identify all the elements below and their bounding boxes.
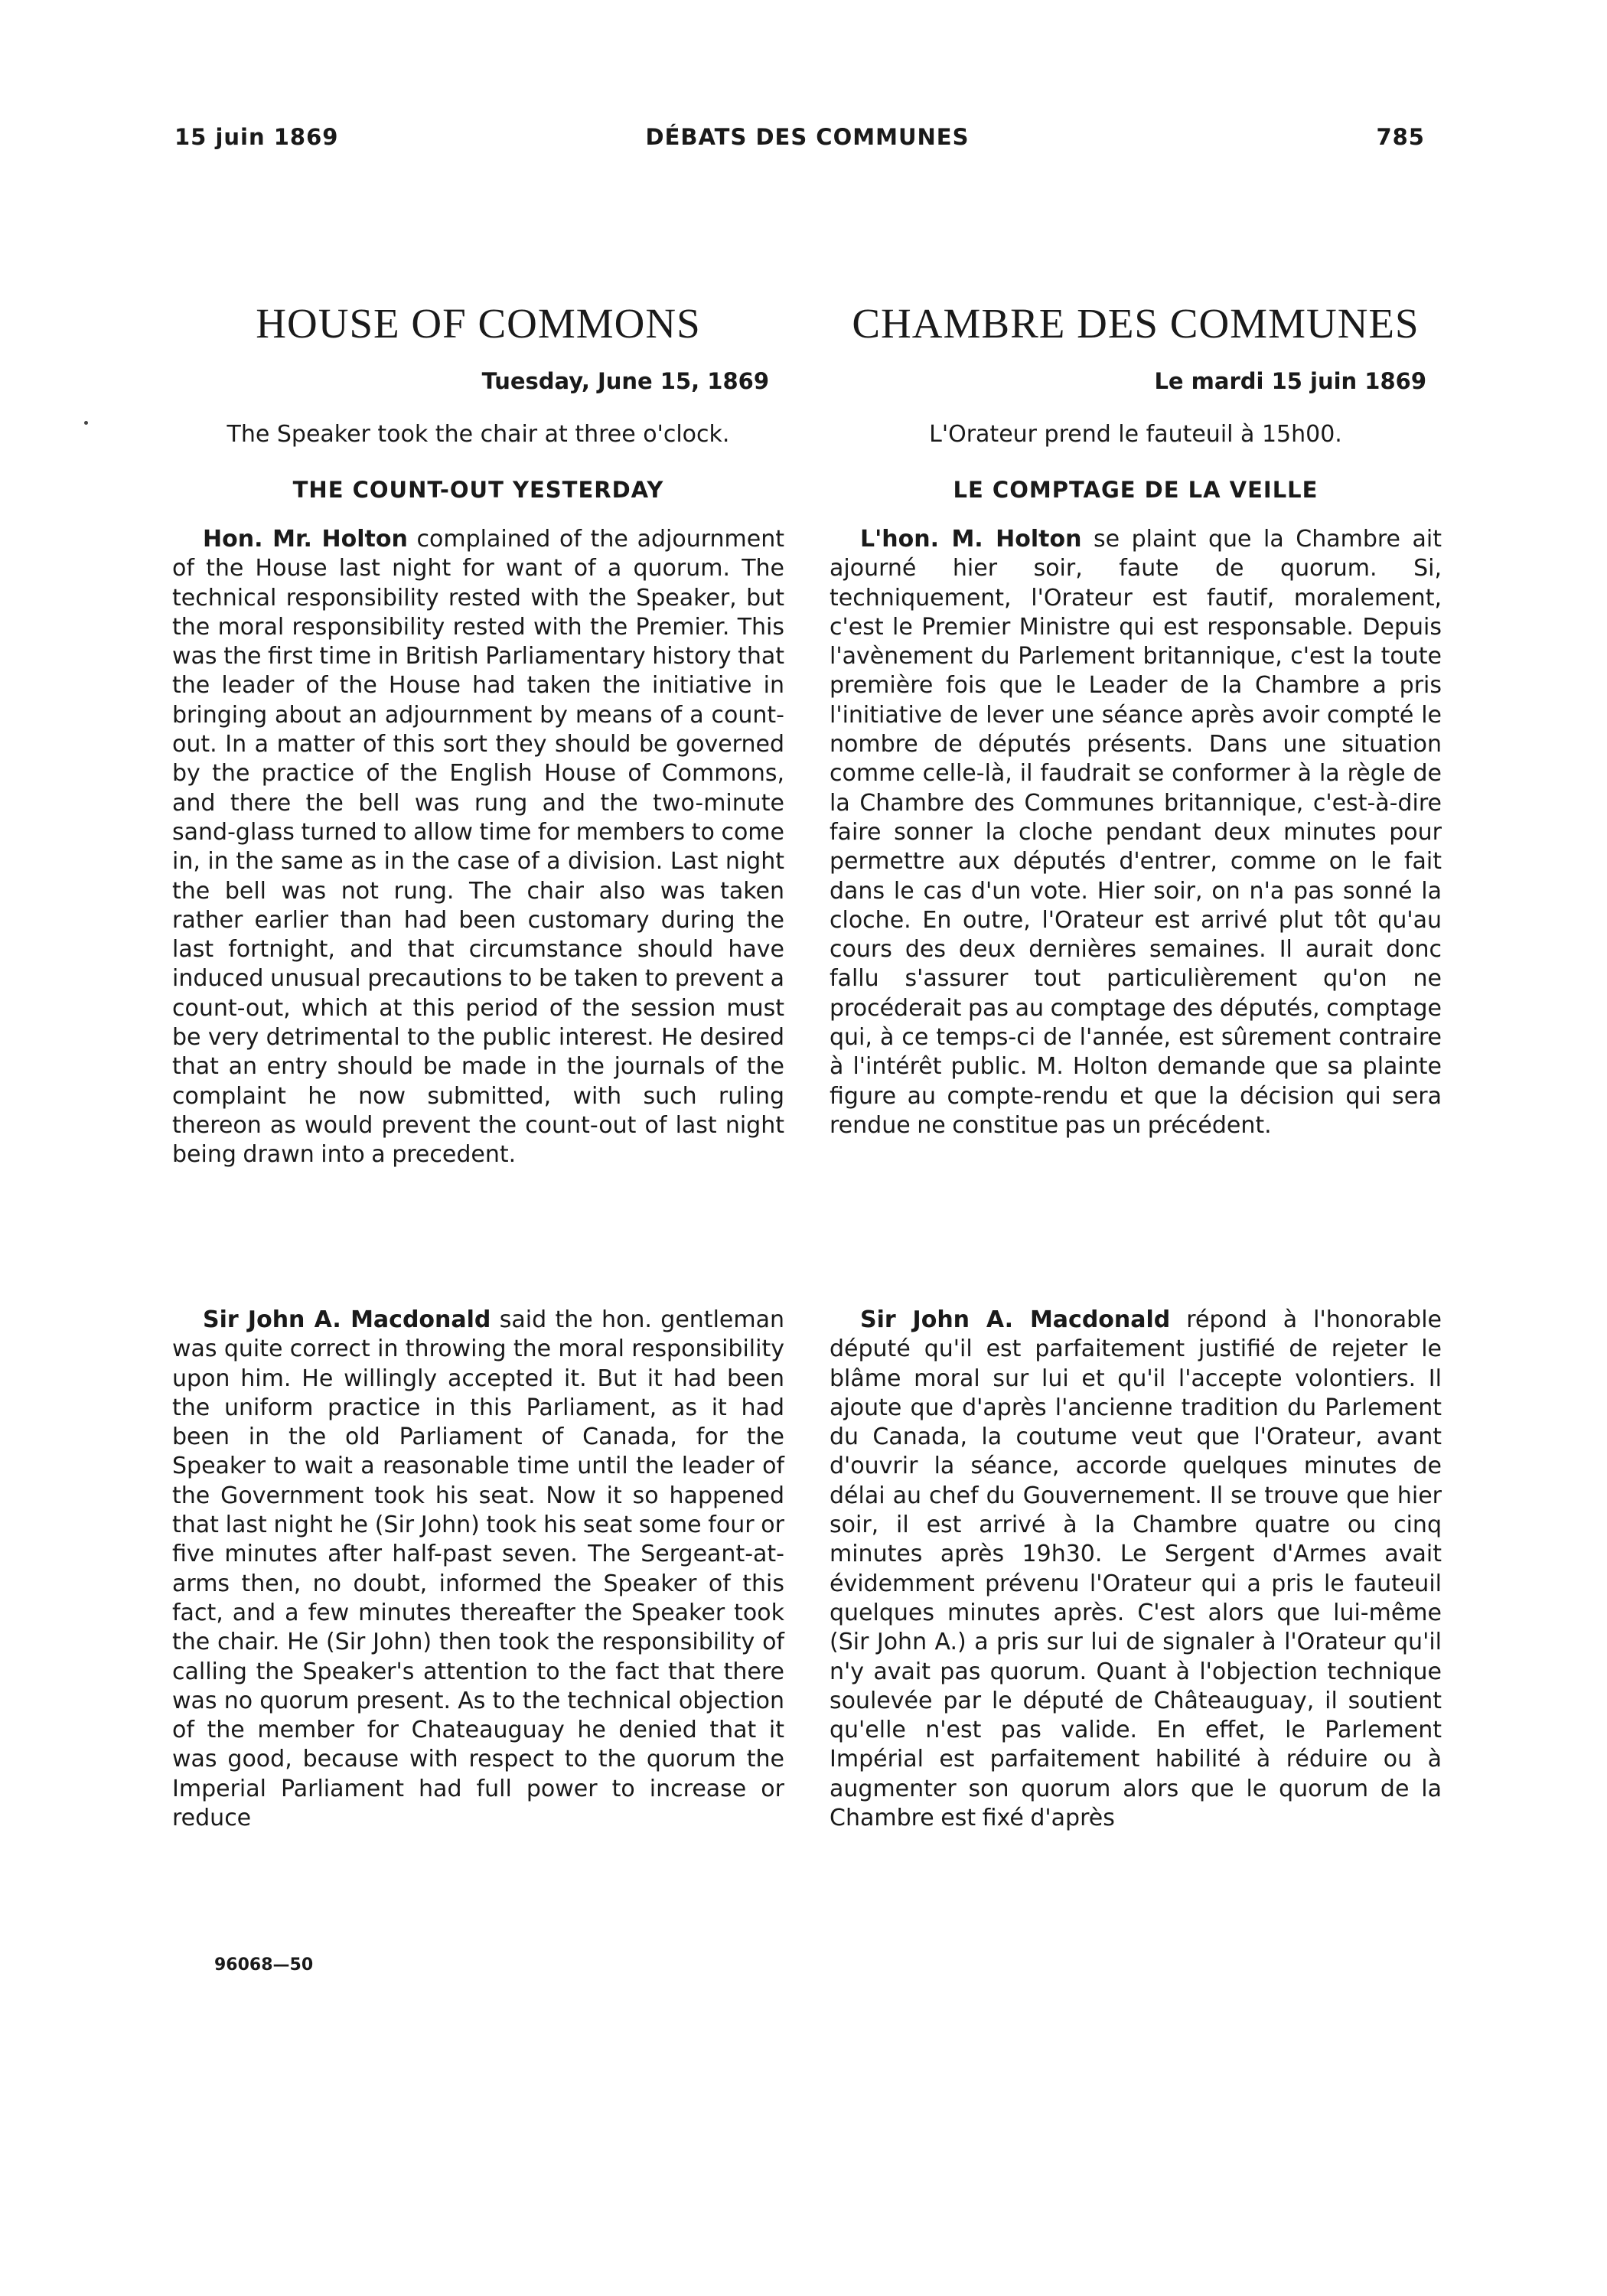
speaker-name: Sir John A. Macdonald [203,1306,491,1333]
english-column [172,297,784,1832]
english-house-title: HOUSE OF COMMONS [256,300,701,347]
french-sitting-date: Le mardi 15 juin 1869 [1154,368,1426,394]
speaker-name: Sir John A. Macdonald [860,1306,1171,1333]
french-house-title: CHAMBRE DES COMMUNES [852,300,1420,347]
english-opening-line: The Speaker took the chair at three o'clock. [227,421,730,448]
english-macdonald-paragraph [172,1306,784,1833]
stray-ink-mark [84,421,88,425]
paragraph-text: said the hon. gentleman was quite correct in throwing the moral responsibility upon him. He willingly accepted it. But it had been the uniform practice in this Parliament, as it had been in the old Parliament of Canada, for the Speaker to wait a reasonable time until the leader of the Government took his seat. Now it so happened that last night he (Sir John) took his seat some four or five minutes after half-past seven. The Sergeant-at-arms then, no doubt, informed the Speaker of this fact, and a few minutes thereafter the Speaker took the chair. He (Sir John) then took the responsibility of calling the Speaker's attention to the fact that there was no quorum present. As to the technical objection of the member for Chateauguay he denied that it was good, because with respect to the quorum the Imperial Parliament had full power to increase or reduce [172,1306,784,1832]
english-section-heading: THE COUNT-OUT YESTERDAY [292,477,664,503]
running-head-date: 15 juin 1869 [174,124,339,150]
print-code: 96068—50 [214,1955,314,1975]
speaker-name: L'hon. M. Holton [860,526,1082,553]
paragraph-text: complained of the adjournment of the House last night for want of a quorum. The technical responsibility rested with the Speaker, but the moral responsibility rested with the Premier. This was the first time in British Parliamentary history that the leader of the House had taken the initiative in bringing about an adjournment by means of a count-out. In a matter of this sort they should be governed by the practice of the English House of Commons, and there the bell was rung and the two-minute sand-glass turned to allow time for members to come in, in the same as in the case of a division. Last night the bell was not rung. The chair also was taken rather earlier than had been customary during the last fortnight, and that circumstance should have induced unusual precautions to be taken to prevent a count-out, which at this period of the session must be very detrimental to the public interest. He desired that an entry should be made in the journals of the complaint he now submitted, with such ruling thereon as would prevent the count-out of last night being drawn into a precedent. [172,526,784,1169]
french-section-heading: LE COMPTAGE DE LA VEILLE [953,477,1319,503]
english-holton-paragraph [172,525,784,1170]
speaker-name: Hon. Mr. Holton [203,526,408,553]
running-head [0,124,1607,155]
french-opening-line: L'Orateur prend le fauteuil à 15h00. [929,421,1342,448]
paragraph-text: se plaint que la Chambre ait ajourné hier soir, faute de quorum. Si, techniquement, l'Orateur est fautif, moralement, c'est le Premier Ministre qui est responsable. Depuis l'avènement du Parlement britannique, c'est la toute première fois que le Leader de la Chambre a pris l'initiative de lever une séance après avoir compté le nombre de députés présents. Dans une situation comme celle-là, il faudrait se conformer à la règle de la Chambre des Communes britannique, c'est-à-dire faire sonner la cloche pendant deux minutes pour permettre aux députés d'entrer, comme on le fait dans le cas d'un vote. Hier soir, on n'a pas sonné la cloche. En outre, l'Orateur est arrivé plut tôt qu'au cours des deux dernières semaines. Il aurait donc fallu s'assurer tout particulièrement qu'on ne procéderait pas au comptage des députés, comptage qui, à ce temps-ci de l'année, est sûrement contraire à l'intérêt public. M. Holton demande que sa plainte figure au compte-rendu et que la décision qui sera rendue ne constitue pas un précédent. [830,526,1442,1139]
running-head-title: DÉBATS DES COMMUNES [645,124,970,150]
french-holton-paragraph [830,525,1442,1140]
french-macdonald-paragraph [830,1306,1442,1833]
page-number: 785 [1376,124,1425,150]
english-sitting-date: Tuesday, June 15, 1869 [481,368,769,394]
french-column [830,297,1442,1832]
paragraph-text: répond à l'honorable député qu'il est parfaitement justifié de rejeter le blâme moral sur lui et qu'il l'accepte volontiers. Il ajoute que d'après l'ancienne tradition du Parlement du Canada, la coutume veut que l'Orateur, avant d'ouvrir la séance, accorde quelques minutes de délai au chef du Gouvernement. Il se trouve que hier soir, il est arrivé à la Chambre quatre ou cinq minutes après 19h30. Le Sergent d'Armes avait évidemment prévenu l'Orateur qui a pris le fauteuil quelques minutes après. C'est alors que lui-même (Sir John A.) a pris sur lui de signaler à l'Orateur qu'il n'y avait pas quorum. Quant à l'objection technique soulevée par le député de Châteauguay, il soutient qu'elle n'est pas valide. En effet, le Parlement Impérial est parfaitement habilité à réduire ou à augmenter son quorum alors que le quorum de la Chambre est fixé d'après [830,1306,1442,1832]
